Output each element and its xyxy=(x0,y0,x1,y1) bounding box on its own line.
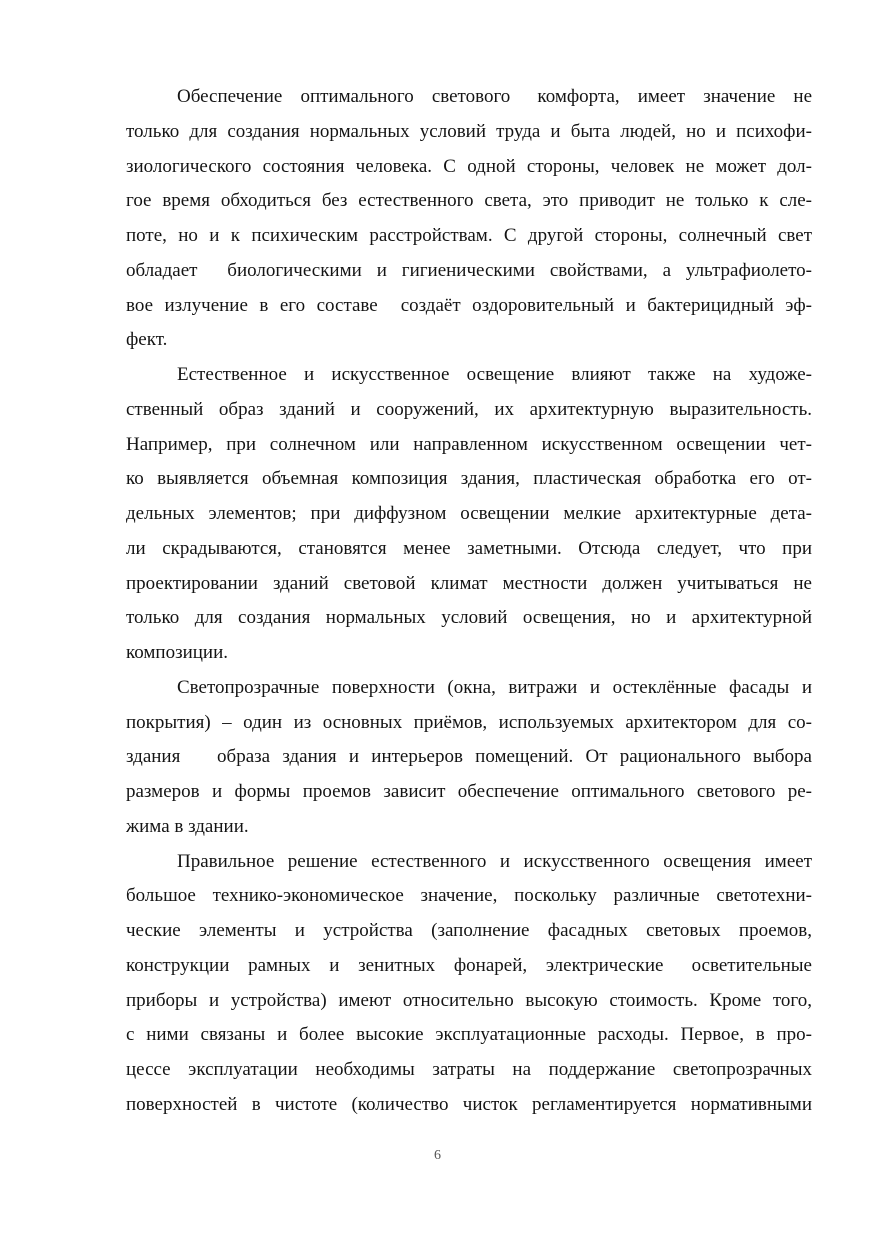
text-line: композиции. xyxy=(126,642,229,663)
text-line: дельных элементов; при диффузном освещении мелкие архитектурные дета- xyxy=(126,503,812,524)
text-line: Правильное решение естественного и искусственного освещения имеет xyxy=(177,850,812,872)
text-line: зиологического состояния человека. С одной стороны, человек не может дол- xyxy=(126,155,812,177)
text-line: покрытия) – один из основных приёмов, используемых архитектором для со- xyxy=(126,711,812,733)
text-line: ли скрадываются, становятся менее заметными. Отсюда следует, что при xyxy=(126,537,812,559)
text-line: Обеспечение оптимального светового комфорта, имеет значение не xyxy=(177,86,812,107)
text-line: фект. xyxy=(126,329,168,351)
text-line: жима в здании. xyxy=(126,815,249,837)
text-line: поте, но и к психическим расстройствам. С другой стороны, солнечный свет xyxy=(126,225,812,246)
text-line: только для создания нормальных условий труда и быта людей, но и психофи- xyxy=(126,120,812,142)
paragraph xyxy=(126,845,812,1123)
text-line: ко выявляется объемная композиция здания, пластическая обработка его от- xyxy=(126,468,812,490)
page-number: 6 xyxy=(434,1148,441,1163)
body-text xyxy=(126,80,812,1123)
paragraph xyxy=(126,671,812,845)
text-line: конструкции рамных и зенитных фонарей, электрические осветительные xyxy=(126,954,812,976)
text-line: поверхностей в чистоте (количество чисток регламентируется нормативными xyxy=(126,1093,812,1115)
text-line: вое излучение в его составе создаёт оздоровительный и бактерицидный эф- xyxy=(126,294,812,316)
text-line: ческие элементы и устройства (заполнение фасадных световых проемов, xyxy=(126,920,812,941)
text-line: большое технико-экономическое значение, поскольку различные светотехни- xyxy=(126,885,812,907)
paragraph xyxy=(126,80,812,358)
text-line: гое время обходиться без естественного света, это приводит не только к сле- xyxy=(126,190,812,212)
text-line: Естественное и искусственное освещение влияют также на художе- xyxy=(177,364,812,385)
text-line: приборы и устройства) имеют относительно высокую стоимость. Кроме того, xyxy=(126,989,812,1011)
text-line: только для создания нормальных условий освещения, но и архитектурной xyxy=(126,607,812,629)
text-line: обладает биологическими и гигиеническими свойствами, а ультрафиолето- xyxy=(126,259,812,281)
text-line: Например, при солнечном или направленном искусственном освещении чет- xyxy=(126,433,812,455)
text-line: здания образа здания и интерьеров помещений. От рационального выбора xyxy=(126,746,812,768)
text-line: Светопрозрачные поверхности (окна, витражи и остеклённые фасады и xyxy=(177,676,812,698)
paragraph xyxy=(126,358,812,671)
text-line: проектировании зданий световой климат местности должен учитываться не xyxy=(126,572,812,594)
text-line: размеров и формы проемов зависит обеспечение оптимального светового ре- xyxy=(126,781,812,802)
text-line: ственный образ зданий и сооружений, их архитектурную выразительность. xyxy=(126,398,812,420)
text-line: цессе эксплуатации необходимы затраты на поддержание светопрозрачных xyxy=(126,1059,812,1080)
text-line: с ними связаны и более высокие эксплуатационные расходы. Первое, в про- xyxy=(126,1024,812,1046)
